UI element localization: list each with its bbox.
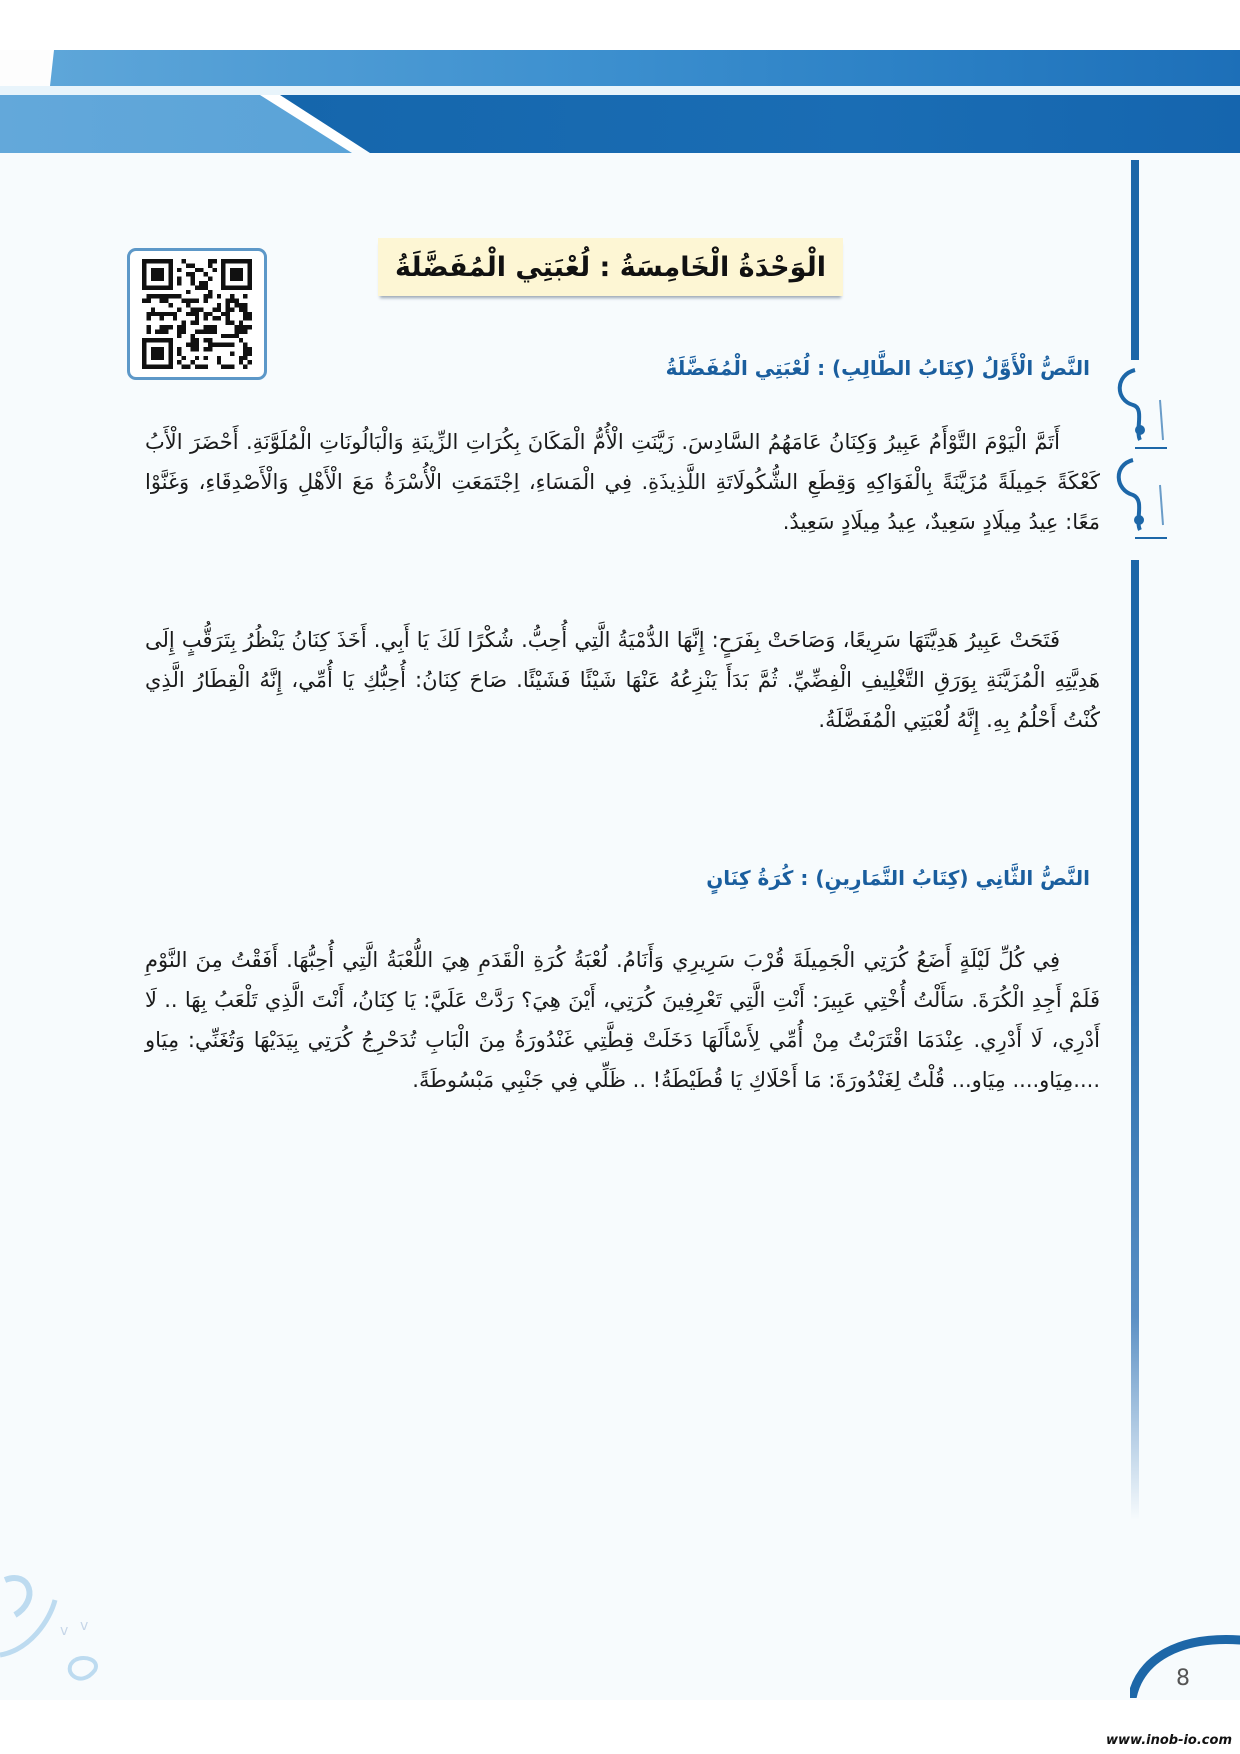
qr-module (208, 277, 212, 281)
qr-module (190, 312, 194, 316)
qr-module (146, 325, 150, 329)
qr-module (199, 285, 203, 289)
qr-module (195, 299, 199, 303)
qr-module (199, 329, 203, 333)
qr-module (204, 356, 208, 360)
qr-module (234, 334, 238, 338)
watermark-url[interactable]: www.inob-io.com (1106, 1733, 1232, 1748)
corner-calligraphy-icon (0, 1560, 110, 1690)
qr-module (248, 351, 252, 355)
qr-code-pattern (138, 259, 256, 369)
qr-module (177, 281, 181, 285)
qr-module (182, 259, 186, 263)
qr-module (212, 316, 216, 320)
qr-module (226, 321, 230, 325)
qr-module (243, 316, 247, 320)
qr-module (217, 316, 221, 320)
qr-module (243, 294, 247, 298)
qr-module (226, 316, 230, 320)
qr-module (208, 294, 212, 298)
qr-module (243, 329, 247, 333)
qr-module (182, 321, 186, 325)
qr-module (182, 365, 186, 369)
qr-module (177, 360, 181, 364)
qr-module (160, 299, 164, 303)
qr-module (230, 334, 234, 338)
qr-module (190, 338, 194, 342)
qr-module (168, 312, 172, 316)
qr-module (168, 325, 172, 329)
svg-text:v: v (80, 1618, 89, 1634)
qr-module (164, 299, 168, 303)
qr-module (146, 312, 150, 316)
qr-module (173, 312, 177, 316)
qr-module (160, 294, 164, 298)
qr-module (248, 316, 252, 320)
qr-module (155, 312, 159, 316)
qr-module (204, 329, 208, 333)
qr-module (204, 285, 208, 289)
qr-module (248, 325, 252, 329)
qr-module (204, 272, 208, 276)
qr-module (142, 299, 146, 303)
qr-module (164, 294, 168, 298)
qr-module (190, 263, 194, 267)
qr-module (239, 307, 243, 311)
qr-module (190, 281, 194, 285)
qr-module (177, 347, 181, 351)
qr-module (195, 285, 199, 289)
qr-module (186, 263, 190, 267)
qr-module (190, 343, 194, 347)
qr-module (217, 303, 221, 307)
qr-module (164, 329, 168, 333)
qr-module (217, 360, 221, 364)
qr-module (204, 338, 208, 342)
header-band-dark (280, 95, 1240, 153)
qr-module (208, 325, 212, 329)
qr-module (248, 360, 252, 364)
text1-heading: النَّصُّ الْأَوَّلُ (كِتَابُ الطَّالِبِ) : لُعْبَتِي الْمُفَضَّلَةُ (665, 356, 1090, 380)
qr-module (204, 316, 208, 320)
qr-module (208, 259, 212, 263)
qr-module (208, 312, 212, 316)
text1-paragraph-2-text: فَتَحَتْ عَبِيرُ هَدِيَّتَهَا سَرِيعًا، وَصَاحَتْ بِفَرَحٍ: إِنَّهَا الدُّمْيَةُ الَّتِي أُحِبُّ. شُكْرًا لَكَ يَا أَبِي. أَخَذَ كِنَانُ يَنْظُرُ بِتَرَقُّبٍ إِلَى هَدِيَّتِهِ الْمُزَيَّنَةِ بِوَرَقِ التَّغْلِيفِ الْفِضِّيِّ. ثُمَّ بَدَأَ يَنْزِعُهُ عَنْهَا شَيْئًا فَشَيْئًا. صَاحَ كِنَانُ: أُحِبُّكِ يَا أُمِّي، إِنَّهُ الْقِطَارُ الَّذِي كُنْتُ أَحْلُمُ بِهِ. إِنَّهُ لُعْبَتِي الْمُفَضَّلَةُ. (145, 628, 1100, 732)
qr-module (221, 312, 225, 316)
qr-module (212, 268, 216, 272)
qr-module (186, 365, 190, 369)
qr-module (243, 365, 247, 369)
qr-module (243, 356, 247, 360)
qr-module (164, 312, 168, 316)
qr-module (146, 294, 150, 298)
qr-module (160, 312, 164, 316)
qr-module (208, 329, 212, 333)
qr-module (226, 365, 230, 369)
qr-module (230, 294, 234, 298)
qr-module (173, 294, 177, 298)
qr-module (195, 329, 199, 333)
qr-module (186, 343, 190, 347)
qr-module (212, 259, 216, 263)
header-band-left-edge (0, 50, 50, 88)
qr-module (177, 325, 181, 329)
qr-module (204, 294, 208, 298)
qr-module (239, 356, 243, 360)
qr-module (199, 281, 203, 285)
qr-module (195, 347, 199, 351)
qr-module (221, 334, 225, 338)
qr-module (190, 347, 194, 351)
qr-module (217, 356, 221, 360)
qr-module (177, 294, 181, 298)
qr-module (151, 294, 155, 298)
qr-module (195, 312, 199, 316)
qr-module (208, 263, 212, 267)
qr-module (190, 360, 194, 364)
qr-module (199, 365, 203, 369)
qr-module (177, 307, 181, 311)
qr-module (186, 290, 190, 294)
qr-module (182, 299, 186, 303)
qr-module (160, 316, 164, 320)
text2-paragraph-1-text: فِي كُلِّ لَيْلَةٍ أَضَعُ كُرَتِي الْجَمِيلَةَ قُرْبَ سَرِيرِي وَأَنَامُ. لُعْبَةُ كُرَةِ الْقَدَمِ هِيَ اللُّعْبَةُ الَّتِي أُحِبُّهَا. أَفَقْتُ مِنَ النَّوْمِ فَلَمْ أَجِدِ الْكُرَةَ. سَأَلْتُ أُخْتِي عَبِيرَ: أَنْتِ الَّتِي تَعْرِفِينَ كُرَتِي، أَيْنَ هِيَ؟ رَدَّتْ عَلَيَّ: يَا كِنَانُ، أَنْتَ الَّذِي تَلْعَبُ بِهَا .. لَا أَدْرِي، لَا أَدْرِي. عِنْدَمَا اقْتَرَبْتُ مِنْ أُمِّي لِأَسْأَلَهَا دَخَلَتْ قِطَّتِي غَنْدُورَةُ مِنَ الْبَابِ تُدَحْرِجُ كُرَتِي بِيَدَيْهَا وَتُغَنِّي: مِيَاو ....مِيَاو.... مِيَاو... قُلْتُ لِغَنْدُورَةَ: مَا أَحْلَاكِ يَا قُطَيْطَةُ! .. ظَلِّي فِي جَنْبِي مَبْسُوطَةً. (145, 948, 1100, 1092)
qr-module (226, 303, 230, 307)
qr-module (221, 343, 225, 347)
qr-module (234, 303, 238, 307)
text1-paragraph-2 (145, 620, 1100, 740)
qr-module (160, 329, 164, 333)
text2-heading: النَّصُّ الثَّانِي (كِتَابُ التَّمَارِينِ) : كُرَةُ كِنَانٍ (706, 866, 1090, 890)
qr-module (217, 343, 221, 347)
qr-module (190, 307, 194, 311)
qr-module (243, 303, 247, 307)
header-band-top (50, 50, 1240, 86)
qr-module (195, 343, 199, 347)
qr-module (226, 334, 230, 338)
qr-module (177, 329, 181, 333)
qr-module (155, 329, 159, 333)
qr-module (195, 338, 199, 342)
qr-module (221, 365, 225, 369)
qr-module (177, 277, 181, 281)
qr-module (190, 272, 194, 276)
qr-module (226, 343, 230, 347)
qr-module (243, 325, 247, 329)
qr-module (177, 334, 181, 338)
qr-module (239, 325, 243, 329)
text2-paragraph-1 (145, 940, 1100, 1100)
qr-module (151, 307, 155, 311)
qr-module (177, 351, 181, 355)
qr-module (168, 303, 172, 307)
qr-module (204, 312, 208, 316)
qr-module (199, 307, 203, 311)
qr-module (234, 329, 238, 333)
qr-module (212, 343, 216, 347)
qr-module (177, 268, 181, 272)
qr-module (186, 312, 190, 316)
qr-module (190, 334, 194, 338)
qr-module (239, 360, 243, 364)
qr-module (146, 316, 150, 320)
qr-module (230, 299, 234, 303)
header-band-gap (0, 86, 1240, 95)
qr-module (186, 272, 190, 276)
qr-module (243, 351, 247, 355)
page-background (0, 150, 1240, 1700)
qr-module (199, 268, 203, 272)
qr-module (195, 365, 199, 369)
page-number: 8 (1176, 1666, 1190, 1691)
qr-module (195, 268, 199, 272)
qr-module (160, 325, 164, 329)
qr-module (186, 303, 190, 307)
qr-module (208, 338, 212, 342)
qr-module (190, 299, 194, 303)
qr-module (182, 356, 186, 360)
qr-module (212, 307, 216, 311)
qr-module (195, 356, 199, 360)
qr-code-icon[interactable] (127, 248, 267, 380)
qr-module (204, 347, 208, 351)
qr-module (230, 351, 234, 355)
qr-module (204, 365, 208, 369)
qr-module (243, 347, 247, 351)
text1-paragraph-1 (145, 422, 1100, 542)
qr-module (208, 290, 212, 294)
qr-module (239, 303, 243, 307)
qr-module (190, 277, 194, 281)
qr-module (182, 329, 186, 333)
qr-module (151, 312, 155, 316)
qr-module (204, 325, 208, 329)
qr-module (230, 321, 234, 325)
qr-module (204, 281, 208, 285)
qr-module (243, 312, 247, 316)
qr-module (195, 321, 199, 325)
qr-module (226, 312, 230, 316)
qr-module (243, 307, 247, 311)
qr-module (234, 299, 238, 303)
qr-module (195, 316, 199, 320)
qr-module (186, 299, 190, 303)
qr-module (146, 299, 150, 303)
qr-module (212, 329, 216, 333)
qr-module (208, 347, 212, 351)
qr-module (212, 325, 216, 329)
qr-module (239, 338, 243, 342)
text1-paragraph-1-text: أَتَمَّ الْيَوْمَ التَّوْأَمُ عَبِيرُ وَكِنَانُ عَامَهُمُ السَّادِسَ. زَيَّنَتِ الْأُمُّ الْمَكَانَ بِكُرَاتِ الزِّينَةِ وَالْبَالُونَاتِ الْمُلَوَّنَةِ. أَحْضَرَ الْأَبُ كَعْكَةً جَمِيلَةً مُزَيَّنَةً بِالْفَوَاكِهِ وَقِطَعِ الشُّكُولَاتَةِ اللَّذِيذَةِ. فِي الْمَسَاءِ، اِجْتَمَعَتِ الْأُسْرَةُ مَعَ الْأَهْلِ وَالْأَصْدِقَاءِ، وَغَنَّوْا مَعًا: عِيدُ مِيلَادٍ سَعِيدٌ، عِيدُ مِيلَادٍ سَعِيدٌ. (145, 430, 1100, 534)
qr-module (155, 294, 159, 298)
qr-module (204, 299, 208, 303)
qr-module (168, 294, 172, 298)
qr-module (173, 316, 177, 320)
qr-module (195, 307, 199, 311)
qr-module (226, 307, 230, 311)
qr-module (164, 325, 168, 329)
svg-text:v: v (60, 1623, 69, 1639)
qr-module (217, 294, 221, 298)
qr-module (239, 329, 243, 333)
qr-module (146, 329, 150, 333)
qr-module (239, 321, 243, 325)
qr-module (230, 365, 234, 369)
qr-module (208, 343, 212, 347)
qr-module (230, 343, 234, 347)
qr-module (230, 307, 234, 311)
unit-title: الْوَحْدَةُ الْخَامِسَةُ : لُعْبَتِي الْمُفَضَّلَةُ (378, 238, 843, 296)
qr-module (248, 347, 252, 351)
qr-module (182, 325, 186, 329)
qr-module (217, 307, 221, 311)
qr-module (243, 343, 247, 347)
qr-module (234, 325, 238, 329)
qr-module (248, 312, 252, 316)
qr-module (190, 321, 194, 325)
calligraphy-ornament-icon (1105, 360, 1175, 560)
qr-module (226, 299, 230, 303)
